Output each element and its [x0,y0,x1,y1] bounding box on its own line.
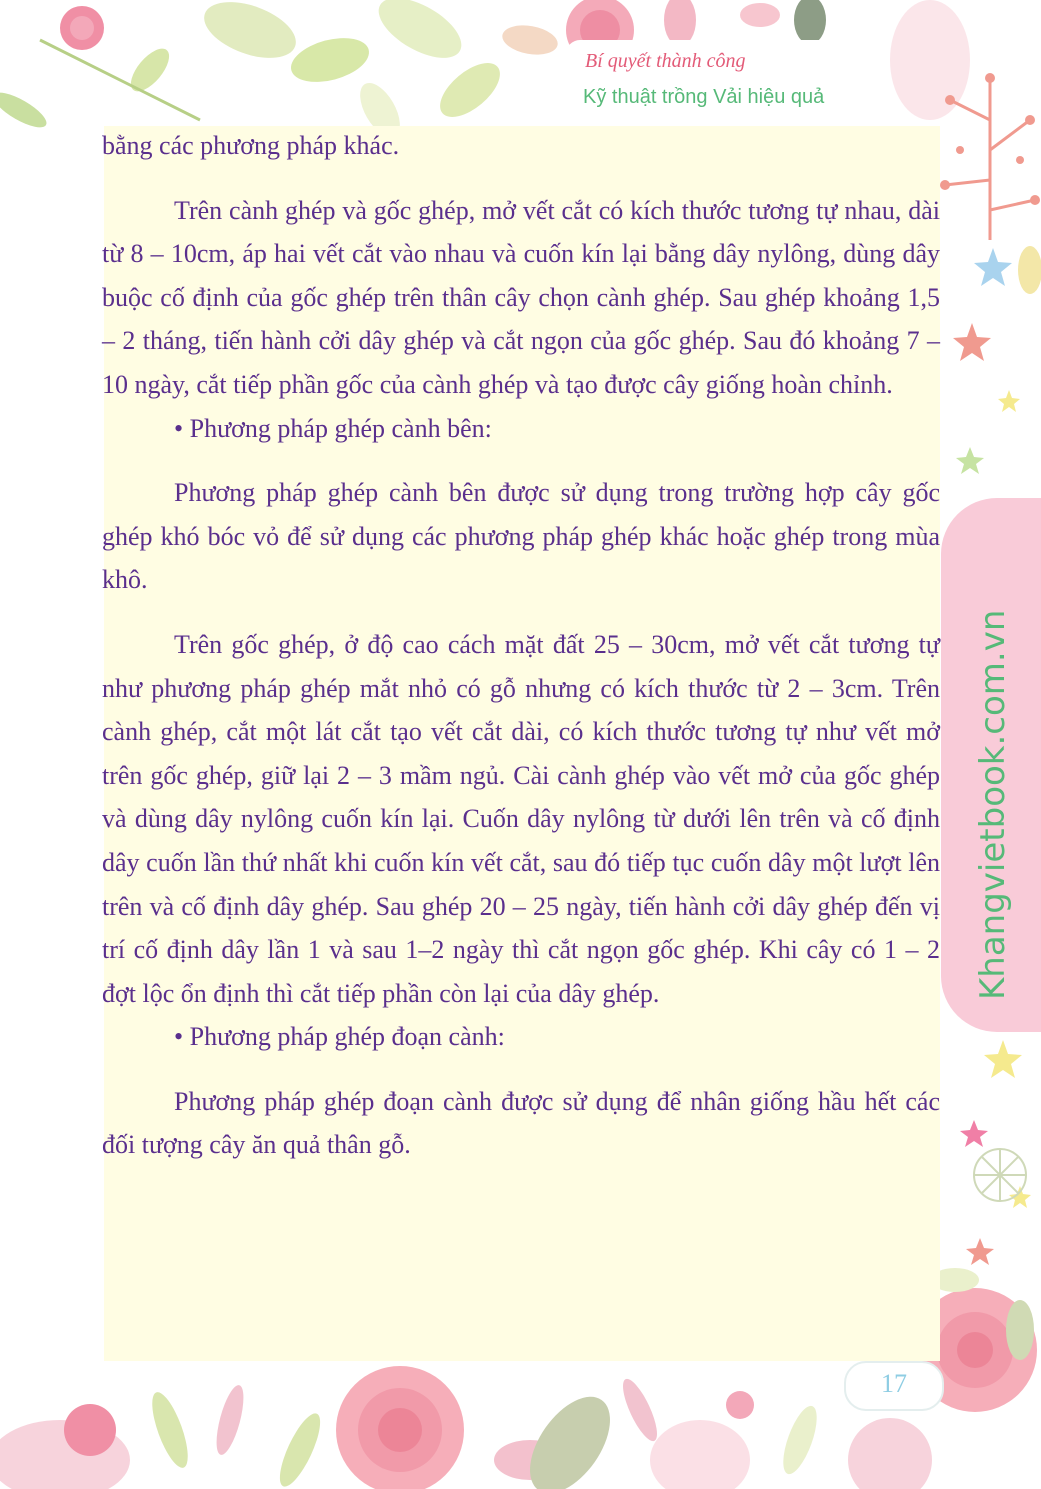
series-title: Bí quyết thành công [585,50,746,72]
publisher-website: Khangvietbook.com.vn [973,609,1013,1000]
paragraph-branch-grafting: Phương pháp ghép đoạn cành được sử dụng để nhân giống hầu hết các đối tượng cây ăn quả thân gỗ. [102,1086,940,1160]
heading-branch-grafting: • Phương pháp ghép đoạn cành: [174,1022,505,1052]
paragraph-side-grafting-intro: Phương pháp ghép cành bên được sử dụng trong trường hợp cây gốc ghép khó bóc vỏ để sử dụng các phương pháp ghép khác hoặc ghép trong mùa khô. [102,478,940,595]
top-left-foliage [0,0,560,143]
paragraph-side-grafting-steps: Trên gốc ghép, ở độ cao cách mặt đất 25 – 30cm, mở vết cắt tương tự như phương pháp ghép mắt nhỏ có gỗ nhưng có kích thước từ 2 – 3cm. Trên cành ghép, cắt một lát cắt tạo vết cắt dài, có kích thước tương tự như vết mở trên gốc ghép, giữ lại 2 – 3 mầm ngủ. Cài cành ghép vào vết mở của gốc ghép và dùng dây nylông cuốn kín lại. Cuốn dây nylông từ dưới lên trên và cố định dây cuốn lần thứ nhất khi cuốn kín vết cắt, sau đó tiếp tục cuốn dây một lượt lên trên và cố định dây ghép. Sau ghép 20 – 25 ngày, tiến hành cởi dây ghép đến vị trí cố định dây lần 1 và sau 1–2 ngày thì cắt ngọn gốc ghép. Khi cây có 1 – 2 đợt lộc ổn định thì cắt tiếp phần còn lại của dây ghép. [102,629,940,1008]
paragraph-wedge-grafting: Trên cành ghép và gốc ghép, mở vết cắt có kích thước tương tự nhau, dài từ 8 – 10cm, áp hai vết cắt vào nhau và cuốn kín lại bằng dây nylông, dùng dây buộc cố định của gốc ghép trên thân cây chọn cành ghép. Sau ghép khoảng 1,5 – 2 tháng, tiến hành cởi dây ghép và cắt ngọn của gốc ghép. Sau đó khoảng 7 – 10 ngày, cắt tiếp phần gốc của cành ghép và tạo được cây giống hoàn chỉnh. [102,195,940,399]
body-text [102,124,940,1167]
dandelion-bottom-right [974,1149,1026,1201]
paragraph-continuation: bằng các phương pháp khác. [102,131,400,160]
heading-side-grafting: • Phương pháp ghép cành bên: [174,413,492,443]
book-title: Kỹ thuật trồng Vải hiệu quả [583,86,825,108]
page-number: 17 [881,1369,907,1398]
